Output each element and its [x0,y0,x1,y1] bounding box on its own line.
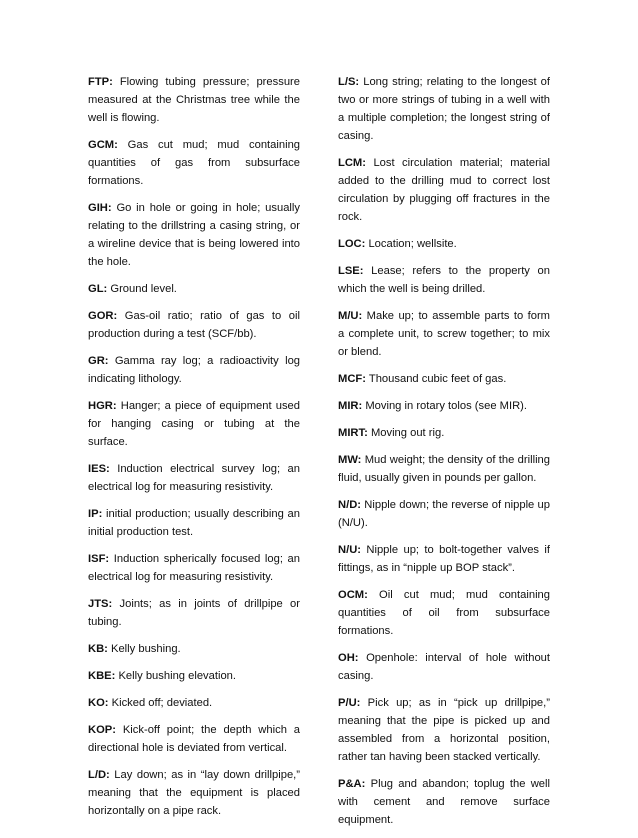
glossary-entry [88,199,300,271]
glossary-entry [88,721,300,757]
glossary-term: HGR: [88,400,117,412]
glossary-definition: Long string; relating to the longest of two or more strings of tubing in a well with a multiple completion; the longest string of casing. [338,76,551,142]
glossary-definition: Location; wellsite. [368,238,457,250]
glossary-term: KOP: [88,724,116,736]
glossary-entry [88,397,300,451]
glossary-definition: Lost circulation material; material added to the drilling mud to correct lost circulation by plugging off fractures in the rock. [338,157,551,223]
glossary-definition: Kelly bushing. [111,643,181,655]
glossary-entry [88,73,300,127]
glossary-term: KBE: [88,670,116,682]
glossary-term: FTP: [88,76,113,88]
glossary-term: LSE: [338,265,364,277]
glossary-entry [338,694,550,766]
glossary-term: LOC: [338,238,366,250]
glossary-definition: Make up; to assemble parts to form a complete unit, to screw together; to mix or blend. [338,310,550,358]
glossary-term: GIH: [88,202,112,214]
left-column [88,73,300,829]
glossary-term: OH: [338,652,359,664]
glossary-entry [88,280,300,298]
glossary-definition: Gas-oil ratio; ratio of gas to oil production during a test (SCF/bb). [88,310,300,340]
glossary-term: JTS: [88,598,113,610]
glossary-definition: Mud weight; the density of the drilling fluid, usually given in pounds per gallon. [338,454,550,484]
glossary-entry [88,136,300,190]
glossary-definition: Hanger; a piece of equipment used for hanging casing or tubing at the surface. [88,400,300,448]
glossary-entry [88,460,300,496]
glossary-definition: Oil cut mud; mud containing quantities of oil from subsurface formations. [338,589,550,637]
glossary-term: P/U: [338,697,361,709]
glossary-term: GCM: [88,139,118,151]
glossary-term: MW: [338,454,362,466]
glossary-definition: Gas cut mud; mud containing quantities of gas from subsurface formations. [88,139,301,187]
glossary-term: GOR: [88,310,118,322]
glossary-entry [338,235,550,253]
glossary-entry [88,307,300,343]
glossary-definition: Go in hole or going in hole; usually relating to the drillstring a casing string, or a wireline device that is being lowered into the hole. [88,202,300,268]
glossary-entry [338,73,550,145]
glossary-definition: Joints; as in joints of drillpipe or tubing. [88,598,300,628]
glossary-entry [338,775,550,829]
glossary-term: MIR: [338,400,363,412]
glossary-term: MIRT: [338,427,368,439]
glossary-definition: Moving out rig. [370,427,445,439]
glossary-definition: Induction electrical survey log; an electrical log for measuring resistivity. [88,463,300,493]
glossary-term: LCM: [338,157,366,169]
glossary-term: MCF: [338,373,366,385]
glossary-entry [338,541,550,577]
glossary-definition: Lay down; as in “lay down drillpipe,” meaning that the equipment is placed horizontally on a pipe rack. [88,769,300,817]
glossary-definition: Kicked off; deviated. [111,697,213,709]
glossary-definition: Nipple up; to bolt-together valves if fittings, as in “nipple up BOP stack”. [338,544,551,574]
glossary-entry [338,496,550,532]
glossary-term: L/D: [88,769,110,781]
glossary-entry [88,694,300,712]
glossary-entry [338,451,550,487]
glossary-term: GL: [88,283,108,295]
glossary-term: GR: [88,355,109,367]
glossary-entry [338,586,550,640]
glossary-term: P&A: [338,778,366,790]
glossary-definition: Kelly bushing elevation. [118,670,237,682]
glossary-entry [88,505,300,541]
glossary-definition: Nipple down; the reverse of nipple up (N/U). [338,499,550,529]
glossary-term: M/U: [338,310,363,322]
glossary-definition: Flowing tubing pressure; pressure measured at the Christmas tree while the well is flowing. [88,76,300,124]
glossary-definition: Induction spherically focused log; an electrical log for measuring resistivity. [88,553,301,583]
glossary-term: KO: [88,697,109,709]
glossary-term: IP: [88,508,103,520]
glossary-entry [338,424,550,442]
glossary-definition: Gamma ray log; a radioactivity log indicating lithology. [88,355,301,385]
glossary-entry [88,667,300,685]
glossary-entry [338,154,550,226]
glossary-term: N/U: [338,544,361,556]
glossary-entry [88,766,300,820]
glossary-term: L/S: [338,76,360,88]
glossary-definition: Plug and abandon; toplug the well with cement and remove surface equipment. [338,778,551,826]
glossary-term: ISF: [88,553,110,565]
glossary-definition: Kick-off point; the depth which a directional hole is deviated from vertical. [88,724,300,754]
glossary-entry [338,307,550,361]
glossary-entry [338,397,550,415]
glossary-definition: Thousand cubic feet of gas. [368,373,507,385]
glossary-term: OCM: [338,589,368,601]
glossary-entry [88,640,300,658]
glossary-definition: Openhole: interval of hole without casing. [338,652,550,682]
glossary-entry [88,595,300,631]
glossary-term: KB: [88,643,108,655]
glossary-definition: Ground level. [110,283,177,295]
glossary-definition: Lease; refers to the property on which the well is being drilled. [338,265,550,295]
glossary-term: N/D: [338,499,361,511]
right-column [338,73,550,838]
glossary-definition: initial production; usually describing an initial production test. [88,508,300,538]
glossary-entry [88,550,300,586]
glossary-entry [338,370,550,388]
glossary-term: IES: [88,463,110,475]
glossary-entry [338,262,550,298]
glossary-entry [88,352,300,388]
glossary-entry [338,649,550,685]
glossary-definition: Pick up; as in “pick up drillpipe,” meaning that the pipe is picked up and assembled from a horizontal position, rather tan having been stacked vertically. [338,697,550,763]
glossary-definition: Moving in rotary tolos (see MIR). [365,400,527,412]
